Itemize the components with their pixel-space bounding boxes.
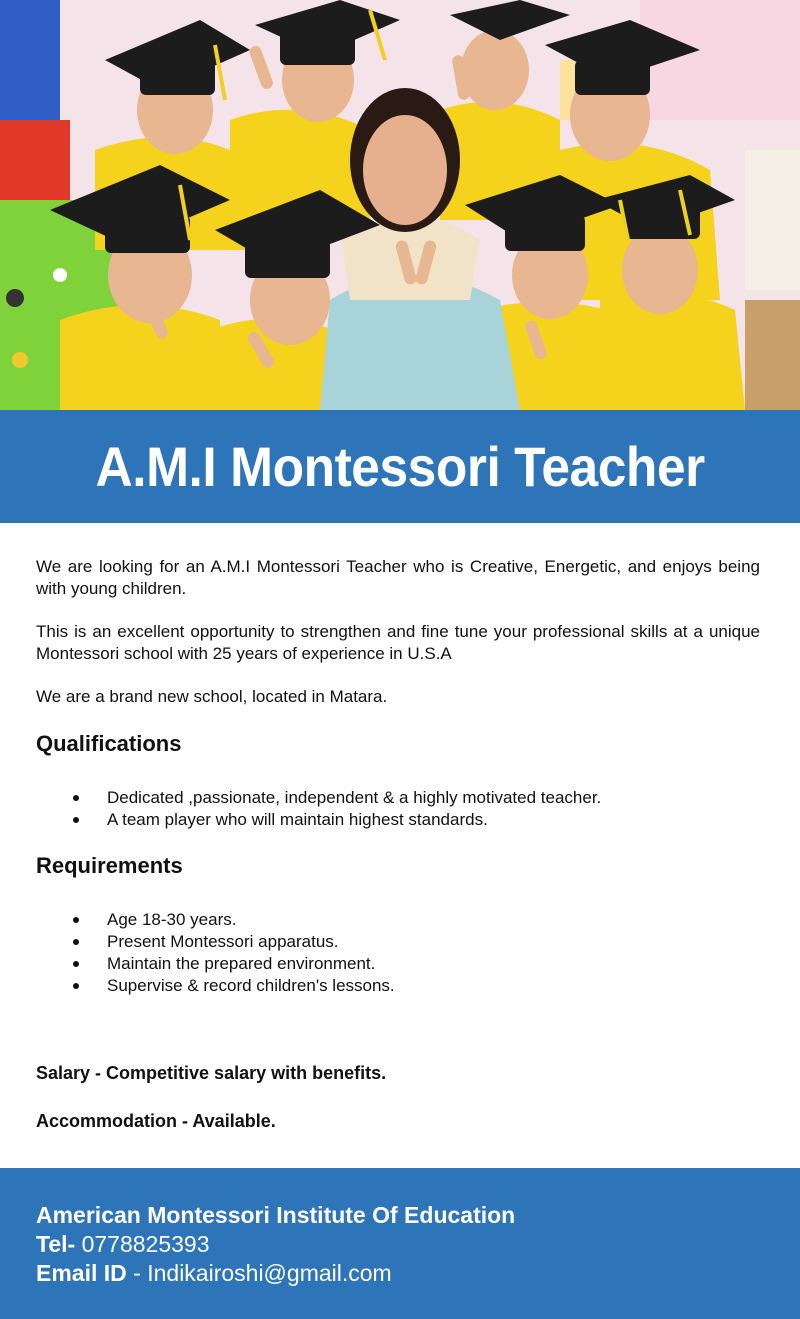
- bullet-icon: [73, 961, 79, 967]
- page-title: A.M.I Montessori Teacher: [95, 435, 705, 498]
- list-item-text: A team player who will maintain highest standards.: [107, 810, 488, 829]
- accommodation-line: Accommodation - Available.: [36, 1111, 276, 1131]
- bullet-icon: [73, 817, 79, 823]
- salary-line: Salary - Competitive salary with benefits.: [36, 1063, 387, 1083]
- email-separator: -: [133, 1260, 141, 1286]
- qualifications-list: [36, 787, 760, 831]
- list-item: [36, 787, 760, 809]
- email-value[interactable]: Indikairoshi@gmail.com: [147, 1260, 392, 1286]
- email-label: Email ID: [36, 1260, 127, 1286]
- hero-photo: [0, 0, 800, 410]
- list-item: [36, 909, 760, 931]
- list-item: [36, 975, 760, 997]
- list-item-text: Maintain the prepared environment.: [107, 954, 376, 973]
- intro-paragraph-2: This is an excellent opportunity to strengthen and fine tune your professional skills at a unique Montessori school with 25 years of experience in U.S.A: [36, 622, 760, 663]
- tel-label: Tel-: [36, 1231, 76, 1257]
- email-line: [36, 1259, 392, 1287]
- requirements-heading: Requirements: [36, 853, 183, 878]
- list-item-text: Age 18-30 years.: [107, 910, 237, 929]
- bullet-icon: [73, 983, 79, 989]
- bullet-icon: [73, 795, 79, 801]
- list-item-text: Supervise & record children's lessons.: [107, 976, 395, 995]
- contact-footer: [0, 1168, 800, 1319]
- tel-value[interactable]: 0778825393: [81, 1231, 210, 1257]
- list-item: [36, 809, 760, 831]
- bullet-icon: [73, 939, 79, 945]
- intro-paragraph-1: We are looking for an A.M.I Montessori Teacher who is Creative, Energetic, and enjoys being with young children.: [36, 557, 760, 598]
- children-graduation-photo-icon: [0, 0, 800, 410]
- telephone-line: [36, 1230, 210, 1258]
- intro-paragraph-3: We are a brand new school, located in Matara.: [36, 687, 388, 706]
- qualifications-heading: Qualifications: [36, 731, 182, 756]
- list-item-text: Dedicated ,passionate, independent & a highly motivated teacher.: [107, 788, 602, 807]
- bullet-icon: [73, 917, 79, 923]
- requirements-list: [36, 909, 760, 997]
- title-band: [0, 410, 800, 523]
- institute-name: American Montessori Institute Of Education: [36, 1202, 516, 1228]
- list-item: [36, 931, 760, 953]
- list-item: [36, 953, 760, 975]
- list-item-text: Present Montessori apparatus.: [107, 932, 339, 951]
